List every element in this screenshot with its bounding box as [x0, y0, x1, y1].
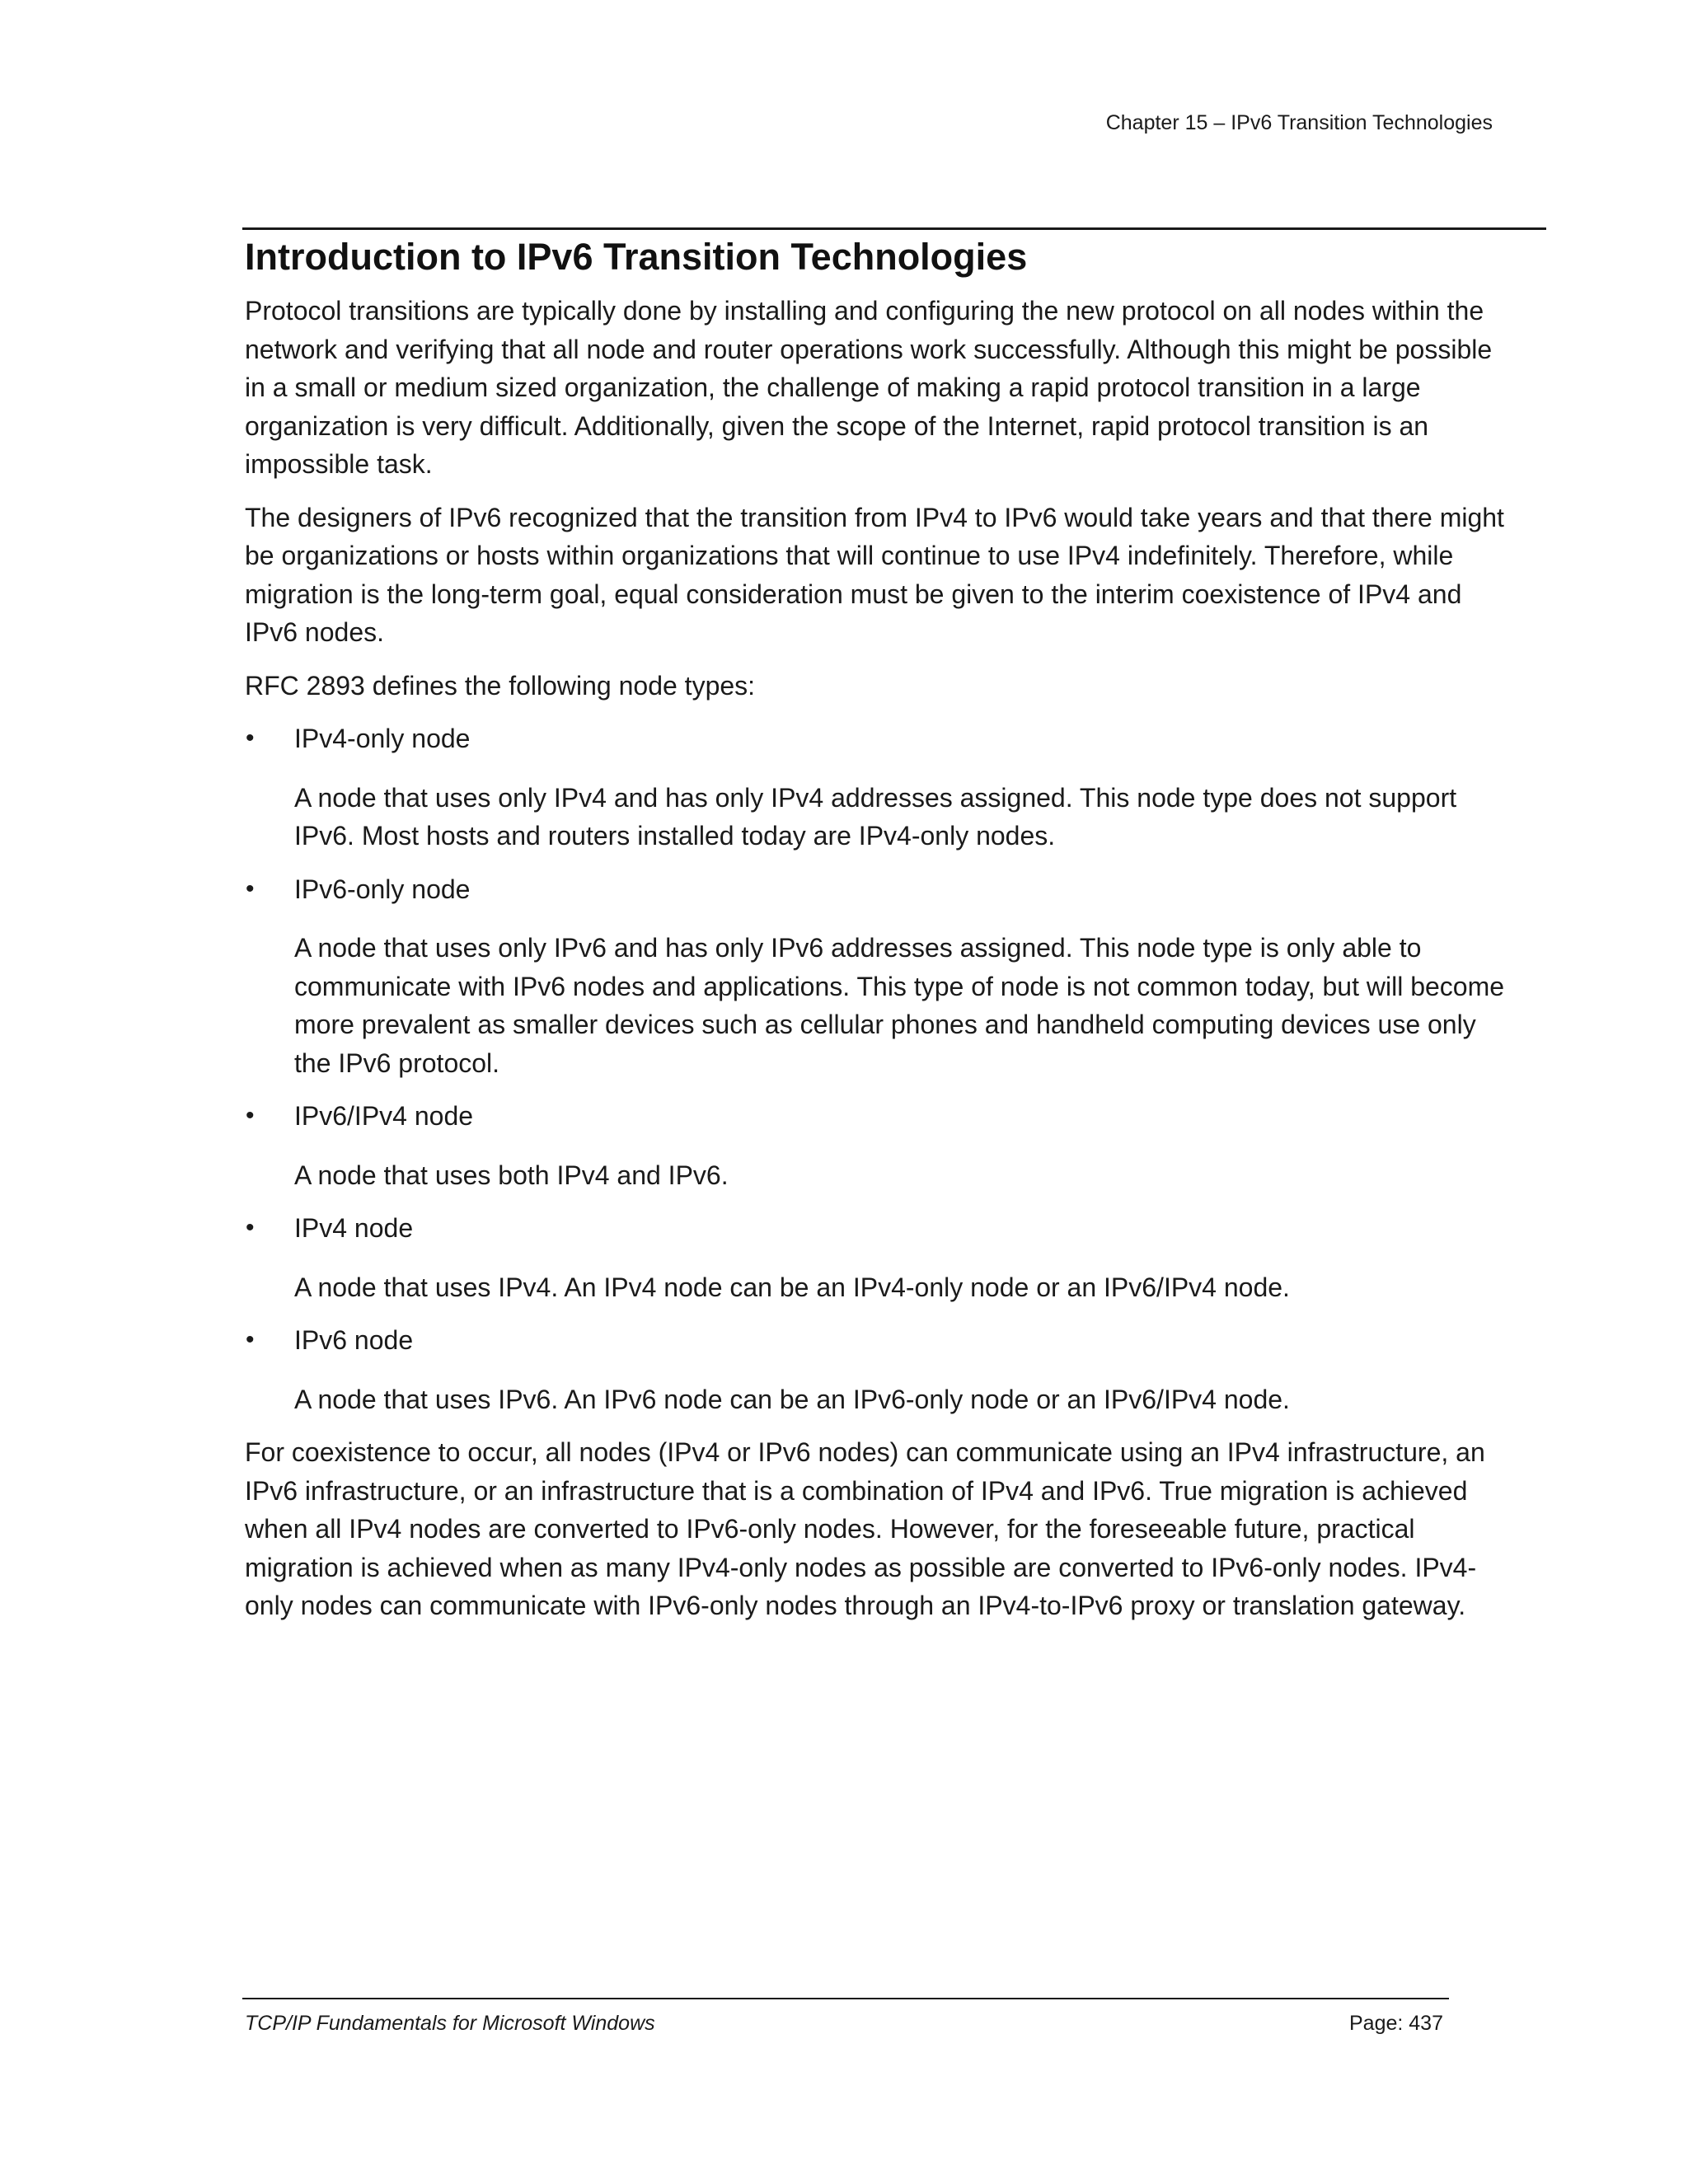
node-term-label: IPv6/IPv4 node — [294, 1101, 474, 1131]
header-rule — [242, 227, 1546, 230]
node-description: A node that uses IPv6. An IPv6 node can be an IPv6-only node or an IPv6/IPv4 node. — [294, 1384, 1290, 1414]
node-term — [245, 1209, 1506, 1248]
bullet-icon: • — [246, 874, 255, 902]
intro-paragraph-1: Protocol transitions are typically done by installing and configuring the new protocol on all nodes within the network and verifying that all node and router operations work successfully. Although this might be possible in a small or medium sized organization, the challenge of making a rapid protocol transition in a large organization is very difficult. Additionally, given the scope of the Internet, rapid protocol transition is an impossible task. — [245, 296, 1493, 479]
node-term-label: IPv4 node — [294, 1213, 414, 1243]
bullet-icon: • — [246, 1214, 255, 1241]
intro-paragraph-3: RFC 2893 defines the following node types: — [245, 670, 756, 701]
node-term-label: IPv6-only node — [294, 874, 471, 904]
node-term — [245, 719, 1506, 758]
section-title: Introduction to IPv6 Transition Technologies — [245, 236, 1028, 278]
list-item — [245, 719, 1506, 855]
bullet-icon: • — [246, 1102, 255, 1129]
footer-book-title: TCP/IP Fundamentals for Microsoft Windows — [245, 2012, 655, 2035]
footer-page-number: Page: 437 — [1349, 2012, 1443, 2035]
running-header: Chapter 15 – IPv6 Transition Technologies — [1105, 111, 1493, 134]
page-content — [245, 232, 1506, 1625]
bullet-icon: • — [246, 1326, 255, 1353]
list-item — [245, 870, 1506, 1083]
bullet-icon: • — [246, 724, 255, 752]
node-term-label: IPv4-only node — [294, 724, 471, 753]
node-description: A node that uses IPv4. An IPv4 node can be an IPv4-only node or an IPv6/IPv4 node. — [294, 1272, 1290, 1302]
list-item — [245, 1097, 1506, 1194]
list-item — [245, 1321, 1506, 1418]
intro-paragraph-2: The designers of IPv6 recognized that the transition from IPv4 to IPv6 would take years and that there might be organizations or hosts within organizations that will continue to use IPv4 indefinitely. Therefore, while migration is the long-term goal, equal consideration must be given to the interim coexistence of IPv4 and IPv6 nodes. — [245, 502, 1504, 647]
node-term — [245, 870, 1506, 909]
node-description: A node that uses both IPv4 and IPv6. — [294, 1160, 729, 1190]
closing-paragraph: For coexistence to occur, all nodes (IPv4 or IPv6 nodes) can communicate using an IPv4 infrastructure, an IPv6 infrastructure, or an infrastructure that is a combination of IPv4 and IPv6. True migration is achieved when all IPv4 nodes are converted to IPv6-only nodes. However, for the foreseeable future, practical migration is achieved when as many IPv4-only nodes as possible are converted to IPv6-only nodes. IPv4-only nodes can communicate with IPv6-only nodes through an IPv4-to-IPv6 proxy or translation gateway. — [245, 1437, 1485, 1620]
node-term-label: IPv6 node — [294, 1325, 414, 1355]
node-term — [245, 1097, 1506, 1136]
node-description: A node that uses only IPv6 and has only IPv6 addresses assigned. This node type is only able to communicate with IPv6 nodes and applications. This type of node is not common today, but will become more prevalent as smaller devices such as cellular phones and handheld computing devices use only the IPv6 protocol. — [294, 933, 1505, 1078]
list-item — [245, 1209, 1506, 1306]
node-description: A node that uses only IPv4 and has only IPv4 addresses assigned. This node type does not support IPv6. Most hosts and routers installed today are IPv4-only nodes. — [294, 782, 1457, 851]
node-types-list — [245, 719, 1506, 1418]
footer-rule — [242, 1998, 1449, 1999]
node-term — [245, 1321, 1506, 1360]
